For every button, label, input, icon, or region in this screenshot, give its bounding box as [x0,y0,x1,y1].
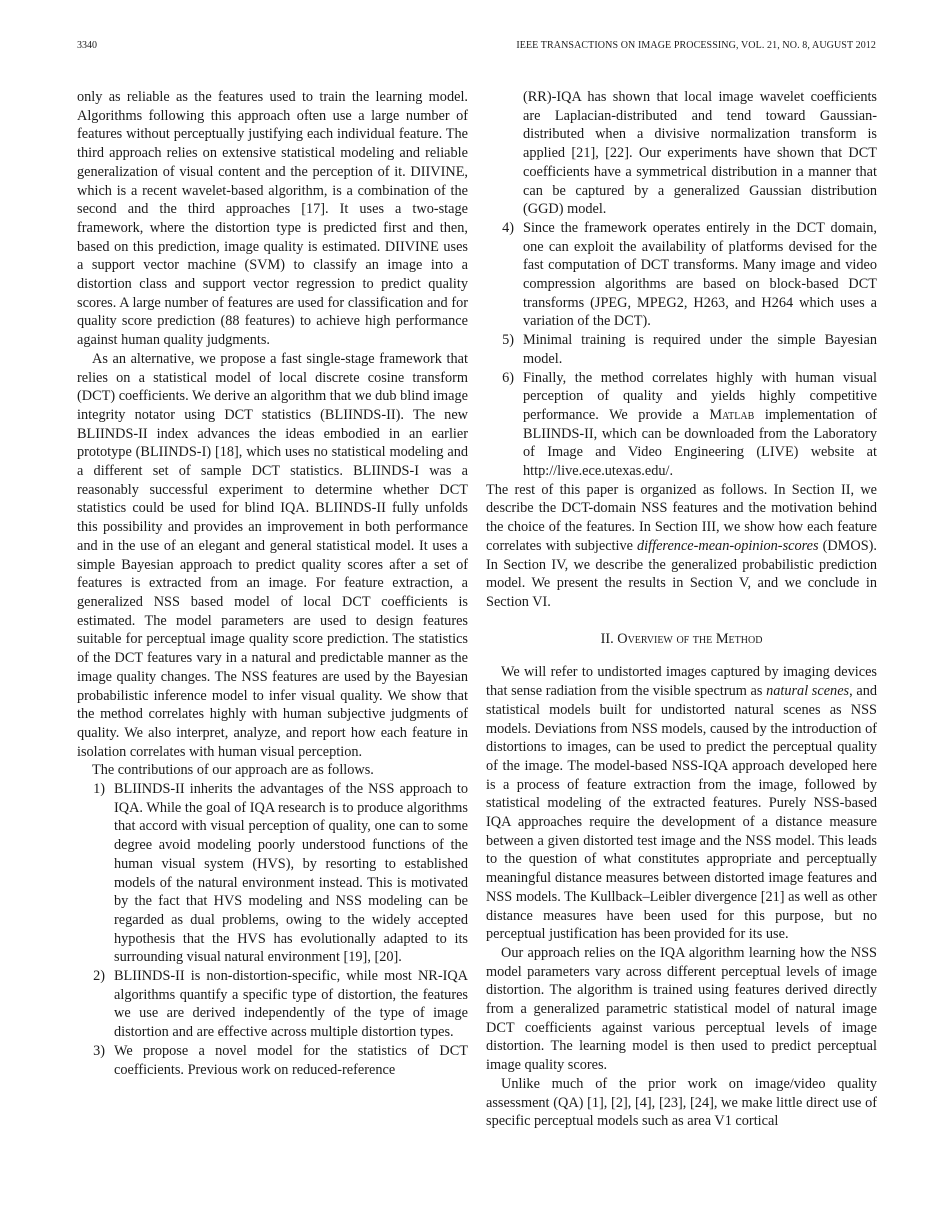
text-run: , and statistical models built for undistorted natural scenes as NSS models. Deviations from NSS models, caused by the introduction of distortions to images, can be used to predict the perceptual quality of the image. The model-based NSS-IQA approach developed here is a process of feature extraction from the image, followed by statistical modeling of the extracted features. Purely NSS-based IQA approaches require the development of a distance measure between a given distorted test image and the NSS model. This leads to the question of what constitutes appropriate and perceptually meaningful distance measures between distorted image features and NSS models. The Kullback–Leibler divergence [21] as well as other distance measures have been used for this purpose, but no perceptual justification has been provided for its use. [486,683,877,943]
page-number: 3340 [77,40,97,51]
paragraph: only as reliable as the features used to train the learning model. Algorithms following this approach often use a large number of features without perceptually justifying each individual feature. The third approach relies on extensive statistical modeling and reliable generalization of visual content and the perception of it. DIIVINE, which is a recent wavelet-based algorithm, is a combination of the second and the third approaches [17]. It uses a two-stage framework, where the distortion type is predicted first and then, based on this prediction, image quality is estimated. DIIVINE uses a support vector machine (SVM) to classify an image into a distortion class and support vector regression to predict quality scores. A large number of features are used for classification and for quality score prediction (88 features) to achieve high performance against human quality judgments. [77,89,468,349]
list-item-text: Since the framework operates entirely in the DCT domain, one can exploit the availability of platforms devised for the fast computation of DCT transforms. Many image and video compression algorithms are based on block-based DCT transforms (JPEG, MPEG2, H263, and H264 which uses a variation of the DCT). [523,219,877,330]
right-column [486,88,877,1133]
paragraph: Our approach relies on the IQA algorithm learning how the NSS model parameters vary across different perceptual levels of image distortion. The algorithm is trained using features derived directly from a generalized parametric statistical model of natural image DCT coefficients against various perceptual levels of image distortion. The learning model is then used to predict perceptual image quality scores. [486,944,877,1074]
paragraph: Unlike much of the prior work on image/video quality assessment (QA) [1], [2], [4], [23], [24], we make little direct use of specific perceptual models such as area V1 cortical [486,1075,877,1130]
section-heading [486,630,877,649]
list-item-number: 5) [502,332,514,349]
list-item-text: We propose a novel model for the statistics of DCT coefficients. Previous work on reduced-reference [114,1042,468,1078]
section-number: II. [600,630,614,647]
paragraph: As an alternative, we propose a fast single-stage framework that relies on a statistical model of local discrete cosine transform (DCT) coefficients. We derive an algorithm that we dub blind image integrity notator using DCT statistics (BLIINDS-II). The new BLIINDS-II index advances the ideas embodied in an earlier prototype (BLIINDS-I) [18], which uses no statistical modeling and a different set of sample DCT statistics. BLIINDS-I was a reasonably successful experiment to determine whether DCT statistics could be used for blind IQA. BLIINDS-II fully unfolds this possibility and provides an improvement in both performance and in the use of an elegant and general statistical model. It uses a simple Bayesian approach to predict quality scores after a set of features is extracted from an image. For feature extraction, a generalized NSS based model of local DCT coefficients is estimated. The model parameters are used to design features suitable for perceptual image quality score prediction. The statistics of the DCT features vary in a natural and predictable manner as the image quality changes. The NSS features are used by the Bayesian probabilistic inference model to infer visual quality. We show that the method correlates highly with human subjective judgments of quality. We also interpret, analyze, and report how each feature in isolation correlates with human visual perception. [77,350,468,760]
paragraph [486,481,877,612]
list-item-number: 1) [93,781,105,798]
column-end [486,1131,877,1133]
list-item-text [523,369,877,481]
text-run: Finally, the method correlates highly with human visual perception of quality and yields highly competitive performance. We provide a [523,369,877,423]
list-item-text: BLIINDS-II inherits the advantages of the NSS approach to IQA. While the goal of IQA research is to produce algorithms that accord with visual perception of quality, one can to some degree avoid modeling poorly understood functions of the human visual system (HVS), by resorting to established models of the natural environment instead. This is motivated by the fact that HVS modeling and NSS modeling can be regarded as dual problems, owing to the widely accepted hypothesis that the HVS has evolutionally adapted to its surrounding visual natural environment [19], [20]. [114,781,468,966]
paragraph [486,663,877,944]
text-run: (DMOS). In Section IV, we describe the generalized probabilistic prediction model. We present the results in Section V, and we conclude in Section VI. [486,537,878,610]
section-title: Overview of the Method [617,630,763,647]
text-run: implementation of BLIINDS-II, which can be downloaded from the Laboratory of Image and Video Engineering (LIVE) website at http://live.ece.utexas.edu/. [523,406,877,480]
list-item [77,780,468,967]
list-item-number: 3) [93,1042,105,1059]
list-item-number: 2) [93,968,105,985]
paragraph: The contributions of our approach are as follows. [92,762,374,779]
matlab-name: Matlab [709,406,755,423]
running-head: IEEE TRANSACTIONS ON IMAGE PROCESSING, VOL. 21, NO. 8, AUGUST 2012 [516,40,876,51]
emphasis: difference-mean-opinion-scores [637,537,819,554]
text-run: We will refer to undistorted images captured by imaging devices that sense radiation from the visible spectrum as [486,664,877,700]
list-item [77,967,468,1042]
left-column [77,88,468,1079]
text-run: The rest of this paper is organized as follows. In Section II, we describe the DCT-domain NSS features and the motivation behind the choice of the features. In Section III, we show how each feature correlates with subjective [486,481,877,554]
emphasis: natural scenes [766,683,850,700]
list-item-number: 4) [502,219,514,236]
list-item-number: 6) [502,369,514,386]
list-item-text: Minimal training is required under the simple Bayesian model. [523,332,877,367]
list-item [486,331,877,368]
list-item-continuation: (RR)-IQA has shown that local image wavelet coefficients are Laplacian-distributed and tend toward Gaussian-distributed when a divisive normalization transform is applied [21], [22]. Our experiments have shown that DCT coefficients have a symmetrical distribution in a manner that can be captured by a generalized Gaussian distribution (GGD) model. [523,89,877,218]
list-item [486,219,877,331]
list-item [77,1042,468,1079]
list-item [486,369,877,481]
list-item-text: BLIINDS-II is non-distortion-specific, while most NR-IQA algorithms quantify a specific type of distortion, the features we use are derived independently of the type of image distortion and are effective across multiple distortion types. [114,968,468,1041]
